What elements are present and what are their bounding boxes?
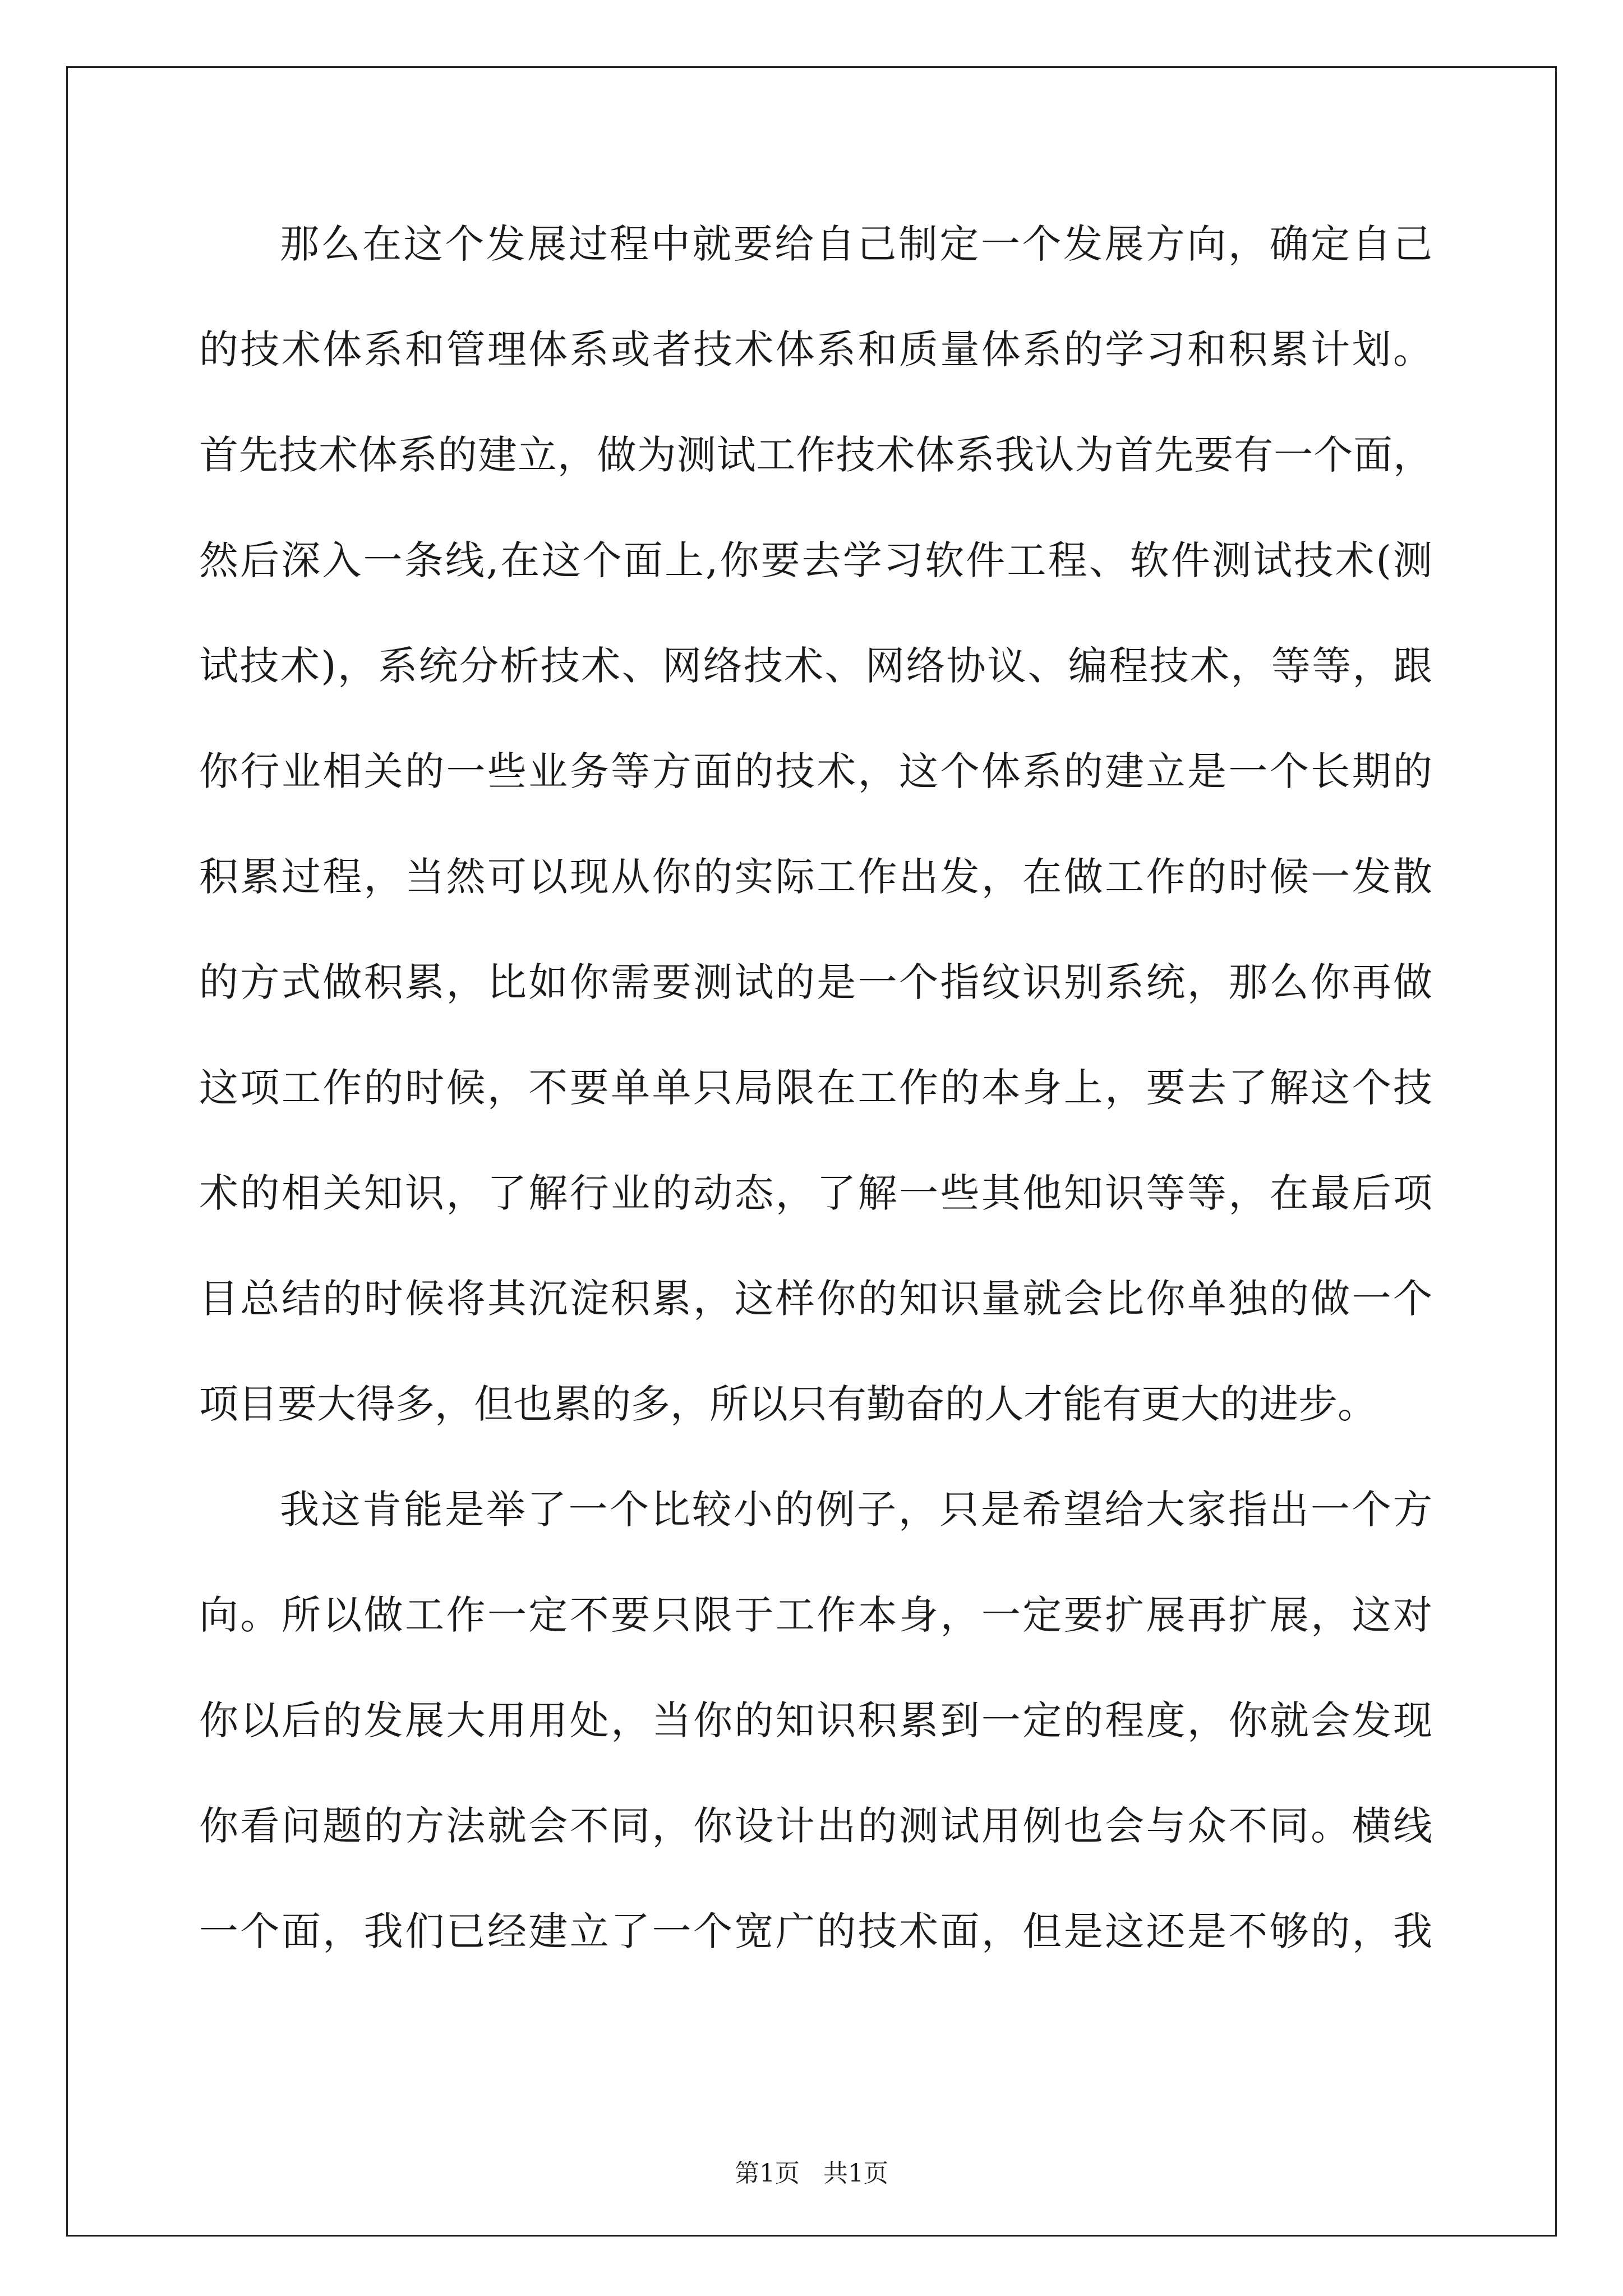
paragraph-1-line-4: 然后深入一条线,在这个面上,你要去学习软件工程、软件测试技术(测 — [199, 537, 1432, 583]
paragraph-2-line-4: 你看问题的方法就会不同，你设计出的测试用例也会与众不同。横线 — [199, 1803, 1432, 1849]
paragraph-2-line-3: 你以后的发展大用用处，当你的知识积累到一定的程度，你就会发现 — [199, 1697, 1432, 1743]
paragraph-1-line-5: 试技术)，系统分析技术、网络技术、网络协议、编程技术，等等，跟 — [199, 643, 1432, 689]
paragraph-1-line-12: 项目要大得多，但也累的多，所以只有勤奋的人才能有更大的进步。 — [199, 1381, 1377, 1427]
paragraph-1-line-1: 那么在这个发展过程中就要给自己制定一个发展方向，确定自己 — [280, 221, 1432, 267]
paragraph-2-line-2: 向。所以做工作一定不要只限于工作本身，一定要扩展再扩展，这对 — [199, 1592, 1432, 1638]
page-number-footer: 第1页 共1页 — [735, 2159, 888, 2188]
paragraph-1-line-8: 的方式做积累，比如你需要测试的是一个指纹识别系统，那么你再做 — [199, 959, 1432, 1005]
paragraph-2-line-5: 一个面，我们已经建立了一个宽广的技术面，但是这还是不够的，我 — [199, 1908, 1432, 1954]
paragraph-1-line-9: 这项工作的时候，不要单单只局限在工作的本身上，要去了解这个技 — [199, 1065, 1432, 1111]
paragraph-1-line-3: 首先技术体系的建立，做为测试工作技术体系我认为首先要有一个面， — [199, 432, 1432, 478]
paragraph-1-line-10: 术的相关知识，了解行业的动态，了解一些其他知识等等，在最后项 — [199, 1170, 1432, 1216]
paragraph-1-line-6: 你行业相关的一些业务等方面的技术，这个体系的建立是一个长期的 — [199, 748, 1432, 794]
paragraph-1-line-2: 的技术体系和管理体系或者技术体系和质量体系的学习和积累计划。 — [199, 326, 1432, 372]
paragraph-1-line-11: 目总结的时候将其沉淀积累，这样你的知识量就会比你单独的做一个 — [199, 1276, 1432, 1322]
paragraph-2-line-1: 我这肯能是举了一个比较小的例子，只是希望给大家指出一个方 — [280, 1487, 1432, 1533]
document-body — [199, 221, 1432, 2017]
paragraph-1-line-7: 积累过程，当然可以现从你的实际工作出发，在做工作的时候一发散 — [199, 854, 1432, 900]
